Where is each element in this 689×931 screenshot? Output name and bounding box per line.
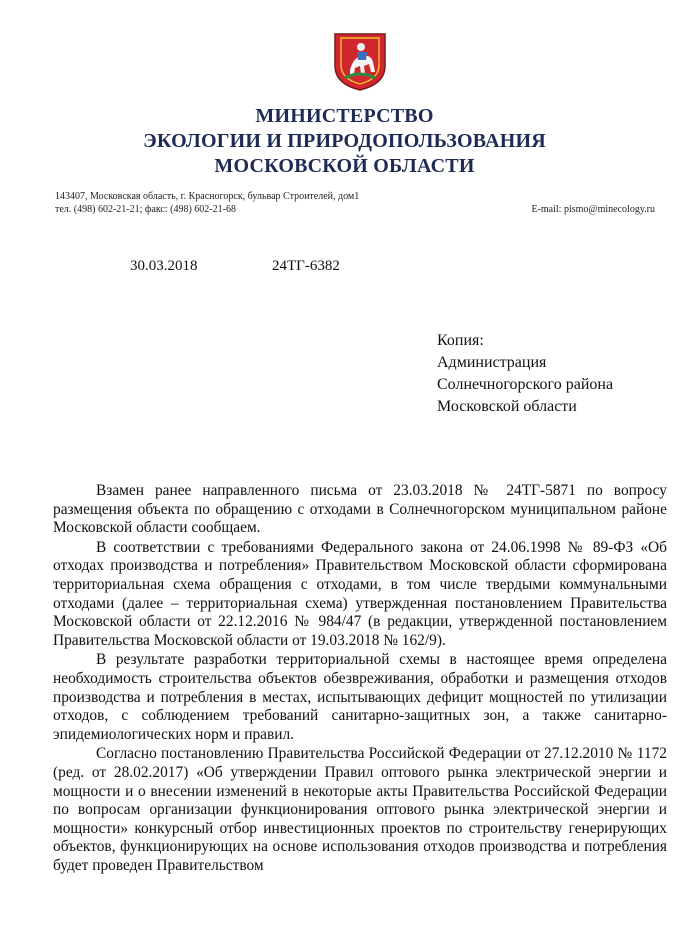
phone-line: тел. (498) 602-21-21; факс: (498) 602-21-68 [55, 204, 236, 215]
body-paragraph-1: Взамен ранее направленного письма от 23.03.2018 № 24ТГ-5871 по вопросу размещения объекта по обращению с отходами в Солнечногорском муниципальном районе Московской области сообщаем. [53, 482, 667, 537]
ministry-title-line3: МОСКОВСКОЙ ОБЛАСТИ [214, 155, 475, 177]
letter-body [53, 482, 667, 876]
emblem-svg [331, 32, 389, 92]
email-line: E-mail: pismo@minecology.ru [531, 204, 655, 215]
letter-date: 30.03.2018 [130, 258, 198, 274]
ministry-title-line2: ЭКОЛОГИИ И ПРИРОДОПОЛЬЗОВАНИЯ [143, 130, 546, 152]
body-paragraph-4: Согласно постановлению Правительства Российской Федерации от 27.12.2010 № 1172 (ред. от 28.02.2017) «Об утверждении Правил оптового рынка электрической энергии и мощности и о внесении изменений в некоторые акты Правительства Российской Федерации по вопросам организации функционирования оптового рынка электрической энергии и мощности» конкурсный отбор инвестиционных проектов по строительству генерирующих объектов, функционирующих на основе использования отходов производства и потребления будет проведен Правительством [53, 745, 667, 874]
letter-number: 24ТГ-6382 [272, 258, 340, 274]
recipient-line1: Копия: [437, 332, 484, 349]
address-line: 143407, Московская область, г. Красногорск, бульвар Строителей, дом1 [55, 191, 360, 202]
recipient-line3: Солнечногорского района [437, 376, 614, 393]
coat-of-arms-icon [331, 32, 389, 92]
recipient-line2: Администрация [437, 354, 547, 371]
body-paragraph-3: В результате разработки территориальной схемы в настоящее время определена необходимость строительства объектов обезвреживания, обработки и размещения отходов производства и потребления в местах, испытывающих дефицит мощностей по утилизации отходов, с соблюдением требований санитарно-защитных зон, а также санитарно-эпидемиологических норм и правил. [53, 651, 667, 743]
recipient-line4: Московской области [437, 398, 577, 415]
contacts-block [55, 190, 655, 216]
body-paragraph-2: В соответствии с требованиями Федерального закона от 24.06.1998 № 89-ФЗ «Об отходах производства и потребления» Правительством Московской области сформирована территориальная схема обращения с отходами, в том числе твердыми коммунальными отходами (далее – территориальная схема) утвержденная постановлением Правительства Московской области от 22.12.2016 № 984/47 (в редакции, утвержденной постановлением Правительства Московской области от 19.03.2018 № 162/9). [53, 538, 667, 649]
ministry-title [0, 104, 689, 179]
recipient-block [437, 330, 613, 418]
ministry-title-line1: МИНИСТЕРСТВО [255, 105, 434, 127]
phone-email-row [55, 203, 655, 216]
